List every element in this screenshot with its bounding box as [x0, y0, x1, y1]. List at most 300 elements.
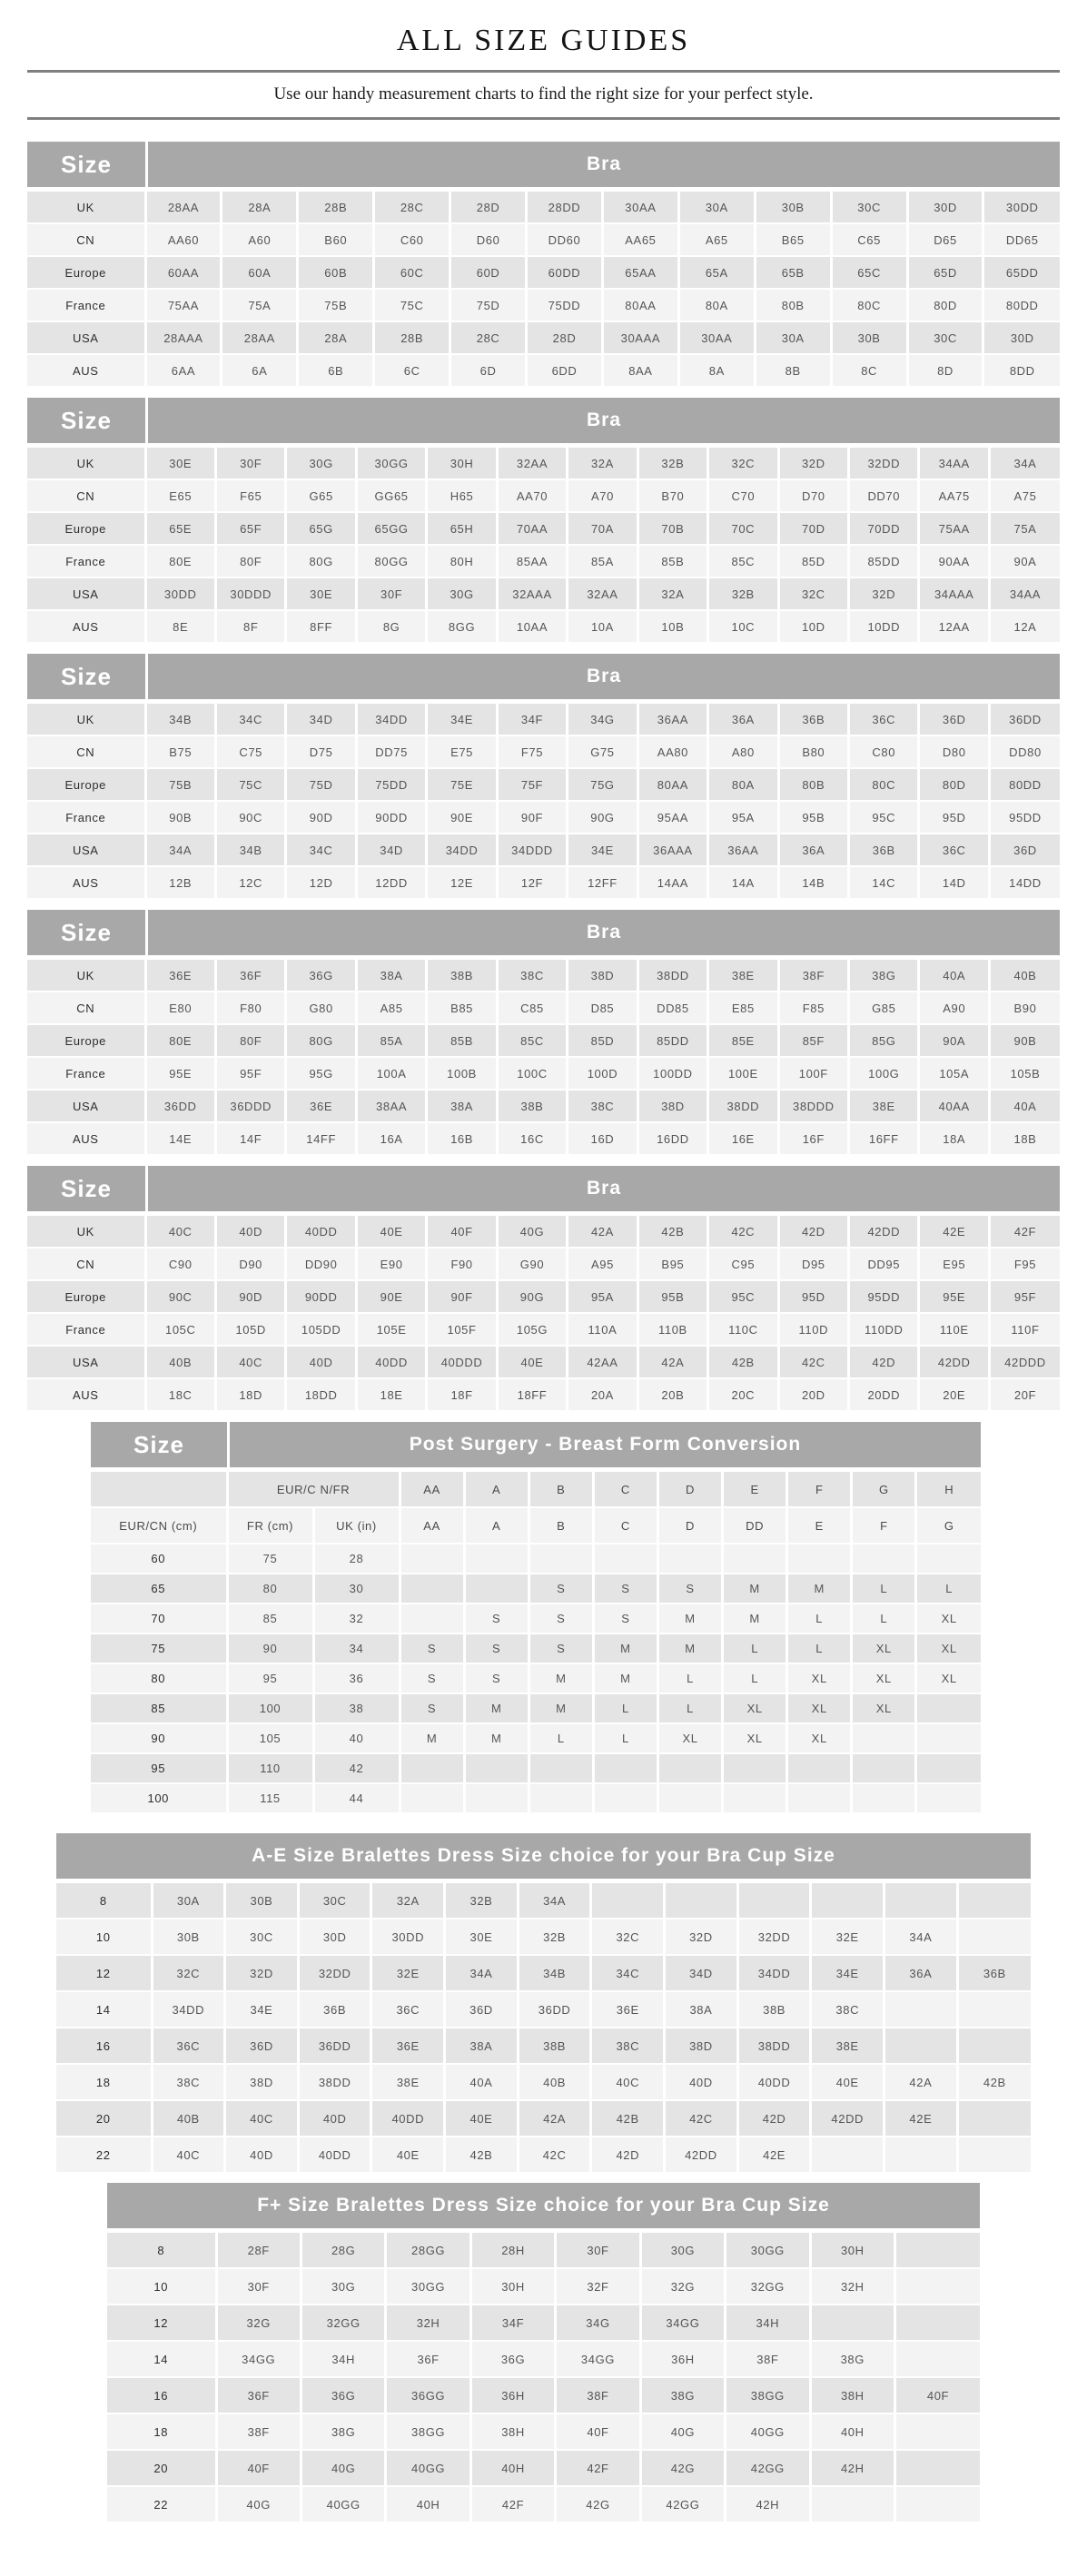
size-cell: 32DD [298, 1955, 371, 1991]
dress-size-label: 16 [56, 2028, 152, 2064]
form-size-cell [916, 1753, 981, 1783]
size-cell: 28B [374, 321, 450, 354]
size-cell: 40C [215, 1346, 285, 1378]
table-row [27, 610, 1060, 642]
size-cell: 75E [427, 768, 497, 801]
size-cell [895, 2486, 981, 2522]
fr-value: 115 [227, 1783, 313, 1812]
size-cell: 90F [427, 1280, 497, 1313]
size-cell: 6AA [145, 354, 222, 386]
size-cell: 20D [778, 1378, 848, 1410]
size-cell: 105DD [286, 1313, 356, 1346]
size-cell: 90D [286, 801, 356, 834]
size-cell: 32G [216, 2305, 301, 2341]
table-row [27, 256, 1060, 289]
size-cell: 36C [371, 1991, 445, 2028]
size-cell: 40D [215, 1216, 285, 1248]
size-cell: 40A [919, 960, 989, 992]
region-label: USA [27, 321, 145, 354]
form-size-cell: XL [852, 1633, 916, 1663]
size-cell: 80D [907, 289, 983, 321]
fplus-bralettes-table [107, 2183, 980, 2522]
eur-cn-value: 70 [91, 1604, 227, 1633]
form-size-cell [916, 1544, 981, 1574]
bra-size-grid [27, 704, 1060, 898]
cup-header: F [787, 1472, 852, 1507]
form-size-cell: S [400, 1693, 464, 1723]
table-row [27, 992, 1060, 1024]
size-cell: 36D [989, 834, 1060, 866]
size-cell: G65 [286, 479, 356, 512]
size-cell: 30D [907, 192, 983, 223]
dress-size-label: 18 [107, 2413, 216, 2450]
size-cell: D80 [919, 735, 989, 768]
size-cell: 30D [298, 1919, 371, 1955]
region-label: Europe [27, 1024, 145, 1057]
size-header-label: Size [27, 398, 145, 443]
size-cell: 42A [568, 1216, 637, 1248]
size-cell: 42A [637, 1346, 707, 1378]
bra-tables-section [0, 142, 1087, 1410]
size-cell: 28B [298, 192, 374, 223]
region-label: CN [27, 479, 145, 512]
size-cell [895, 2450, 981, 2486]
size-cell: 36DD [145, 1090, 215, 1122]
size-cell: 18B [989, 1122, 1060, 1154]
size-cell: 8GG [427, 610, 497, 642]
dress-size-label: 14 [56, 1991, 152, 2028]
eur-cn-value: 75 [91, 1633, 227, 1663]
size-cell: DD75 [356, 735, 426, 768]
size-cell: 6A [222, 354, 298, 386]
region-label: Europe [27, 512, 145, 545]
size-cell: 30F [215, 448, 285, 479]
size-cell: 14FF [286, 1122, 356, 1154]
size-cell: 75A [989, 512, 1060, 545]
size-header-label: Size [27, 142, 145, 187]
size-cell: 60D [450, 256, 527, 289]
table-row [27, 866, 1060, 898]
form-size-cell: XL [852, 1663, 916, 1693]
size-cell: 32AA [568, 577, 637, 610]
size-cell: 12DD [356, 866, 426, 898]
size-cell: 80E [145, 545, 215, 577]
size-cell: 20C [708, 1378, 778, 1410]
size-cell: 36DD [298, 2028, 371, 2064]
ae-bralettes-table-title: A-E Size Bralettes Dress Size choice for your Bra Cup Size [56, 1833, 1031, 1879]
size-cell [957, 1883, 1031, 1919]
size-cell: F65 [215, 479, 285, 512]
form-size-cell [787, 1753, 852, 1783]
size-cell: 38G [301, 2413, 385, 2450]
size-cell: 100D [568, 1057, 637, 1090]
region-label: AUS [27, 1378, 145, 1410]
size-cell: 30H [810, 2233, 894, 2268]
uk-value: 36 [313, 1663, 400, 1693]
size-cell: 32H [386, 2305, 470, 2341]
size-cell: 32E [371, 1955, 445, 1991]
size-cell: DD60 [527, 223, 603, 256]
size-cell: 38C [497, 960, 567, 992]
size-cell: B65 [755, 223, 831, 256]
table-row [107, 2233, 980, 2268]
size-cell: 8F [215, 610, 285, 642]
size-cell: 16E [708, 1122, 778, 1154]
size-cell: 34A [884, 1919, 958, 1955]
form-size-cell [464, 1544, 529, 1574]
table-row [91, 1693, 981, 1723]
size-cell: 110C [708, 1313, 778, 1346]
size-cell: 40DD [737, 2064, 811, 2100]
table-row [56, 2028, 1031, 2064]
form-size-cell: L [787, 1604, 852, 1633]
size-cell: 10D [778, 610, 848, 642]
size-cell: E75 [427, 735, 497, 768]
size-cell: 38C [591, 2028, 665, 2064]
form-size-cell: M [787, 1574, 852, 1604]
form-size-cell [464, 1753, 529, 1783]
size-cell [884, 2137, 958, 2172]
column-header: FR (cm) [227, 1507, 313, 1544]
form-size-cell: XL [657, 1723, 722, 1753]
size-cell: 38D [225, 2064, 299, 2100]
form-size-cell [464, 1783, 529, 1812]
size-cell: 32E [811, 1919, 884, 1955]
region-label: France [27, 289, 145, 321]
size-cell: 38A [356, 960, 426, 992]
form-size-cell: XL [787, 1693, 852, 1723]
size-cell: 28C [374, 192, 450, 223]
size-cell: 38B [737, 1991, 811, 2028]
size-cell: 95C [849, 801, 919, 834]
size-cell: 65F [215, 512, 285, 545]
size-cell: 36G [301, 2377, 385, 2413]
size-cell: 36B [849, 834, 919, 866]
bra-size-grid [27, 448, 1060, 642]
region-label: France [27, 1313, 145, 1346]
eur-cn-value: 60 [91, 1544, 227, 1574]
dress-size-label: 12 [107, 2305, 216, 2341]
size-cell [810, 2486, 894, 2522]
size-cell: 40H [470, 2450, 555, 2486]
form-size-cell: L [657, 1693, 722, 1723]
size-cell: AA60 [145, 223, 222, 256]
size-cell: 12F [497, 866, 567, 898]
size-cell: A75 [989, 479, 1060, 512]
column-header: B [529, 1507, 593, 1544]
form-size-cell [657, 1753, 722, 1783]
uk-value: 40 [313, 1723, 400, 1753]
size-cell: 28C [450, 321, 527, 354]
dress-size-label: 14 [107, 2341, 216, 2377]
size-cell [895, 2233, 981, 2268]
size-cell: 34AAA [919, 577, 989, 610]
size-cell: 36C [919, 834, 989, 866]
size-cell: D85 [568, 992, 637, 1024]
size-cell: F75 [497, 735, 567, 768]
size-cell: 80B [778, 768, 848, 801]
size-cell: 32A [637, 577, 707, 610]
region-label: USA [27, 577, 145, 610]
dress-size-label: 16 [107, 2377, 216, 2413]
size-cell: 40C [152, 2137, 225, 2172]
size-cell: 75AA [919, 512, 989, 545]
size-cell: 65DD [983, 256, 1060, 289]
form-size-cell [400, 1753, 464, 1783]
form-size-cell: XL [916, 1633, 981, 1663]
size-cell: 12C [215, 866, 285, 898]
size-cell: 85B [427, 1024, 497, 1057]
column-header: E [787, 1507, 852, 1544]
uk-value: 42 [313, 1753, 400, 1783]
size-cell: 38F [556, 2377, 640, 2413]
dress-size-label: 10 [107, 2268, 216, 2305]
size-cell: 100E [708, 1057, 778, 1090]
size-cell: 14E [145, 1122, 215, 1154]
cup-header-row [91, 1472, 981, 1507]
form-size-cell: L [723, 1633, 787, 1663]
column-header: A [464, 1507, 529, 1544]
form-size-cell: XL [916, 1663, 981, 1693]
size-cell: 40A [989, 1090, 1060, 1122]
size-cell: 36A [708, 704, 778, 735]
size-cell: D60 [450, 223, 527, 256]
form-size-cell [657, 1783, 722, 1812]
table-row [107, 2268, 980, 2305]
size-cell: 40F [216, 2450, 301, 2486]
size-cell: 95G [286, 1057, 356, 1090]
size-cell: 8E [145, 610, 215, 642]
size-cell: 30DDD [215, 577, 285, 610]
ae-bralettes-table [56, 1833, 1031, 2172]
dress-size-label: 8 [107, 2233, 216, 2268]
size-cell: 38B [518, 2028, 591, 2064]
size-cell: 42E [737, 2137, 811, 2172]
size-cell: 60AA [145, 256, 222, 289]
bra-table-5 [27, 1166, 1060, 1410]
size-cell: 110D [778, 1313, 848, 1346]
size-cell: 32B [708, 577, 778, 610]
cup-header: A [464, 1472, 529, 1507]
size-cell: 85G [849, 1024, 919, 1057]
bra-table-title: Bra [148, 910, 1060, 955]
size-cell: 32C [152, 1955, 225, 1991]
bra-table-header [27, 654, 1060, 699]
dress-size-label: 20 [107, 2450, 216, 2486]
size-cell: 95E [919, 1280, 989, 1313]
size-cell: 12A [989, 610, 1060, 642]
size-cell [591, 1883, 665, 1919]
region-label: Europe [27, 1280, 145, 1313]
size-cell: 34A [989, 448, 1060, 479]
size-cell: DD65 [983, 223, 1060, 256]
size-cell [957, 2028, 1031, 2064]
form-size-cell [916, 1783, 981, 1812]
table-row [27, 801, 1060, 834]
size-cell: E85 [708, 992, 778, 1024]
size-cell: 34C [286, 834, 356, 866]
size-cell: B85 [427, 992, 497, 1024]
bra-table-4 [27, 910, 1060, 1154]
form-size-cell [852, 1723, 916, 1753]
size-cell: 70C [708, 512, 778, 545]
region-label: CN [27, 992, 145, 1024]
form-size-cell: XL [787, 1663, 852, 1693]
table-row [91, 1544, 981, 1574]
size-cell: 36AA [708, 834, 778, 866]
fr-value: 75 [227, 1544, 313, 1574]
size-cell: 95DD [849, 1280, 919, 1313]
column-header: G [916, 1507, 981, 1544]
dress-size-label: 22 [56, 2137, 152, 2172]
size-cell: 30DD [983, 192, 1060, 223]
size-cell: 28G [301, 2233, 385, 2268]
size-cell: 42G [556, 2486, 640, 2522]
size-cell: 75D [450, 289, 527, 321]
size-cell: 34A [145, 834, 215, 866]
size-cell: 38A [427, 1090, 497, 1122]
form-size-cell: M [593, 1663, 657, 1693]
size-cell: B80 [778, 735, 848, 768]
size-cell [957, 1919, 1031, 1955]
size-cell: 65H [427, 512, 497, 545]
column-header: UK (in) [313, 1507, 400, 1544]
table-row [27, 1248, 1060, 1280]
size-cell: 95D [919, 801, 989, 834]
size-cell: 105F [427, 1313, 497, 1346]
size-cell: 42F [989, 1216, 1060, 1248]
size-cell: 75DD [356, 768, 426, 801]
size-cell: D95 [778, 1248, 848, 1280]
size-cell: D90 [215, 1248, 285, 1280]
size-cell: 14C [849, 866, 919, 898]
size-cell: 32D [225, 1955, 299, 1991]
size-cell: 36E [591, 1991, 665, 2028]
size-cell: 20B [637, 1378, 707, 1410]
size-cell: 34A [518, 1883, 591, 1919]
size-cell: 80AA [637, 768, 707, 801]
table-row [91, 1723, 981, 1753]
size-cell: 42C [778, 1346, 848, 1378]
size-cell: 95F [989, 1280, 1060, 1313]
size-cell: DD95 [849, 1248, 919, 1280]
size-cell: 20F [989, 1378, 1060, 1410]
form-size-cell: M [657, 1633, 722, 1663]
size-cell: 38GG [726, 2377, 810, 2413]
fplus-bralettes-table-grid [107, 2233, 980, 2522]
size-cell: 18D [215, 1378, 285, 1410]
size-cell: 36E [286, 1090, 356, 1122]
size-cell: 32A [568, 448, 637, 479]
size-cell: 42A [884, 2064, 958, 2100]
size-cell: 38D [568, 960, 637, 992]
size-cell: 30AAA [602, 321, 678, 354]
size-cell [811, 2137, 884, 2172]
size-cell: E65 [145, 479, 215, 512]
size-cell: 100B [427, 1057, 497, 1090]
table-row [91, 1633, 981, 1663]
uk-value: 34 [313, 1633, 400, 1663]
size-cell: 38DDD [778, 1090, 848, 1122]
size-cell: 34B [215, 834, 285, 866]
size-cell: 95E [145, 1057, 215, 1090]
size-cell: 30G [286, 448, 356, 479]
size-cell: 38E [371, 2064, 445, 2100]
size-header-label: Size [27, 910, 145, 955]
form-size-cell [593, 1783, 657, 1812]
size-cell: D65 [907, 223, 983, 256]
column-header: DD [723, 1507, 787, 1544]
table-row [56, 2137, 1031, 2172]
size-cell: 38B [427, 960, 497, 992]
size-cell: 36E [145, 960, 215, 992]
size-cell: 34D [665, 1955, 738, 1991]
size-cell: 70DD [849, 512, 919, 545]
size-cell: 34B [145, 704, 215, 735]
size-cell [957, 2137, 1031, 2172]
table-row [91, 1753, 981, 1783]
size-cell: 110E [919, 1313, 989, 1346]
size-cell: 85F [778, 1024, 848, 1057]
size-cell: 90DD [286, 1280, 356, 1313]
size-cell: 40DD [298, 2137, 371, 2172]
column-header-row [91, 1507, 981, 1544]
size-cell: 40GG [386, 2450, 470, 2486]
size-cell: 65C [831, 256, 907, 289]
size-cell: 36DD [989, 704, 1060, 735]
size-cell: 40DD [356, 1346, 426, 1378]
size-cell: 30AA [602, 192, 678, 223]
form-size-cell: S [529, 1633, 593, 1663]
table-row [27, 1346, 1060, 1378]
table-row [56, 1883, 1031, 1919]
table-row [56, 2100, 1031, 2137]
column-header: D [657, 1507, 722, 1544]
size-cell: 34DDD [497, 834, 567, 866]
fplus-bralettes-section [0, 2183, 1087, 2522]
region-label: France [27, 801, 145, 834]
size-cell: 90C [215, 801, 285, 834]
size-cell: 6D [450, 354, 527, 386]
size-cell: 30E [145, 448, 215, 479]
size-cell: 110F [989, 1313, 1060, 1346]
post-surgery-title: Post Surgery - Breast Form Conversion [230, 1422, 981, 1467]
region-label: AUS [27, 1122, 145, 1154]
fr-value: 80 [227, 1574, 313, 1604]
size-cell: 105E [356, 1313, 426, 1346]
size-cell: 38DD [637, 960, 707, 992]
size-cell: G90 [497, 1248, 567, 1280]
size-cell: 42E [884, 2100, 958, 2137]
form-size-cell: M [723, 1604, 787, 1633]
size-cell: DD90 [286, 1248, 356, 1280]
bra-table-header [27, 142, 1060, 187]
size-cell: 105A [919, 1057, 989, 1090]
size-cell: 40DD [286, 1216, 356, 1248]
size-header-label: Size [27, 654, 145, 699]
size-cell: 38C [811, 1991, 884, 2028]
size-cell: 36B [778, 704, 848, 735]
table-row [107, 2377, 980, 2413]
size-cell: 65GG [356, 512, 426, 545]
size-cell: 42F [556, 2450, 640, 2486]
size-cell: 36G [470, 2341, 555, 2377]
cup-header: C [593, 1472, 657, 1507]
size-cell: 40F [427, 1216, 497, 1248]
size-cell: 90F [497, 801, 567, 834]
size-cell: 28H [470, 2233, 555, 2268]
table-row [91, 1783, 981, 1812]
